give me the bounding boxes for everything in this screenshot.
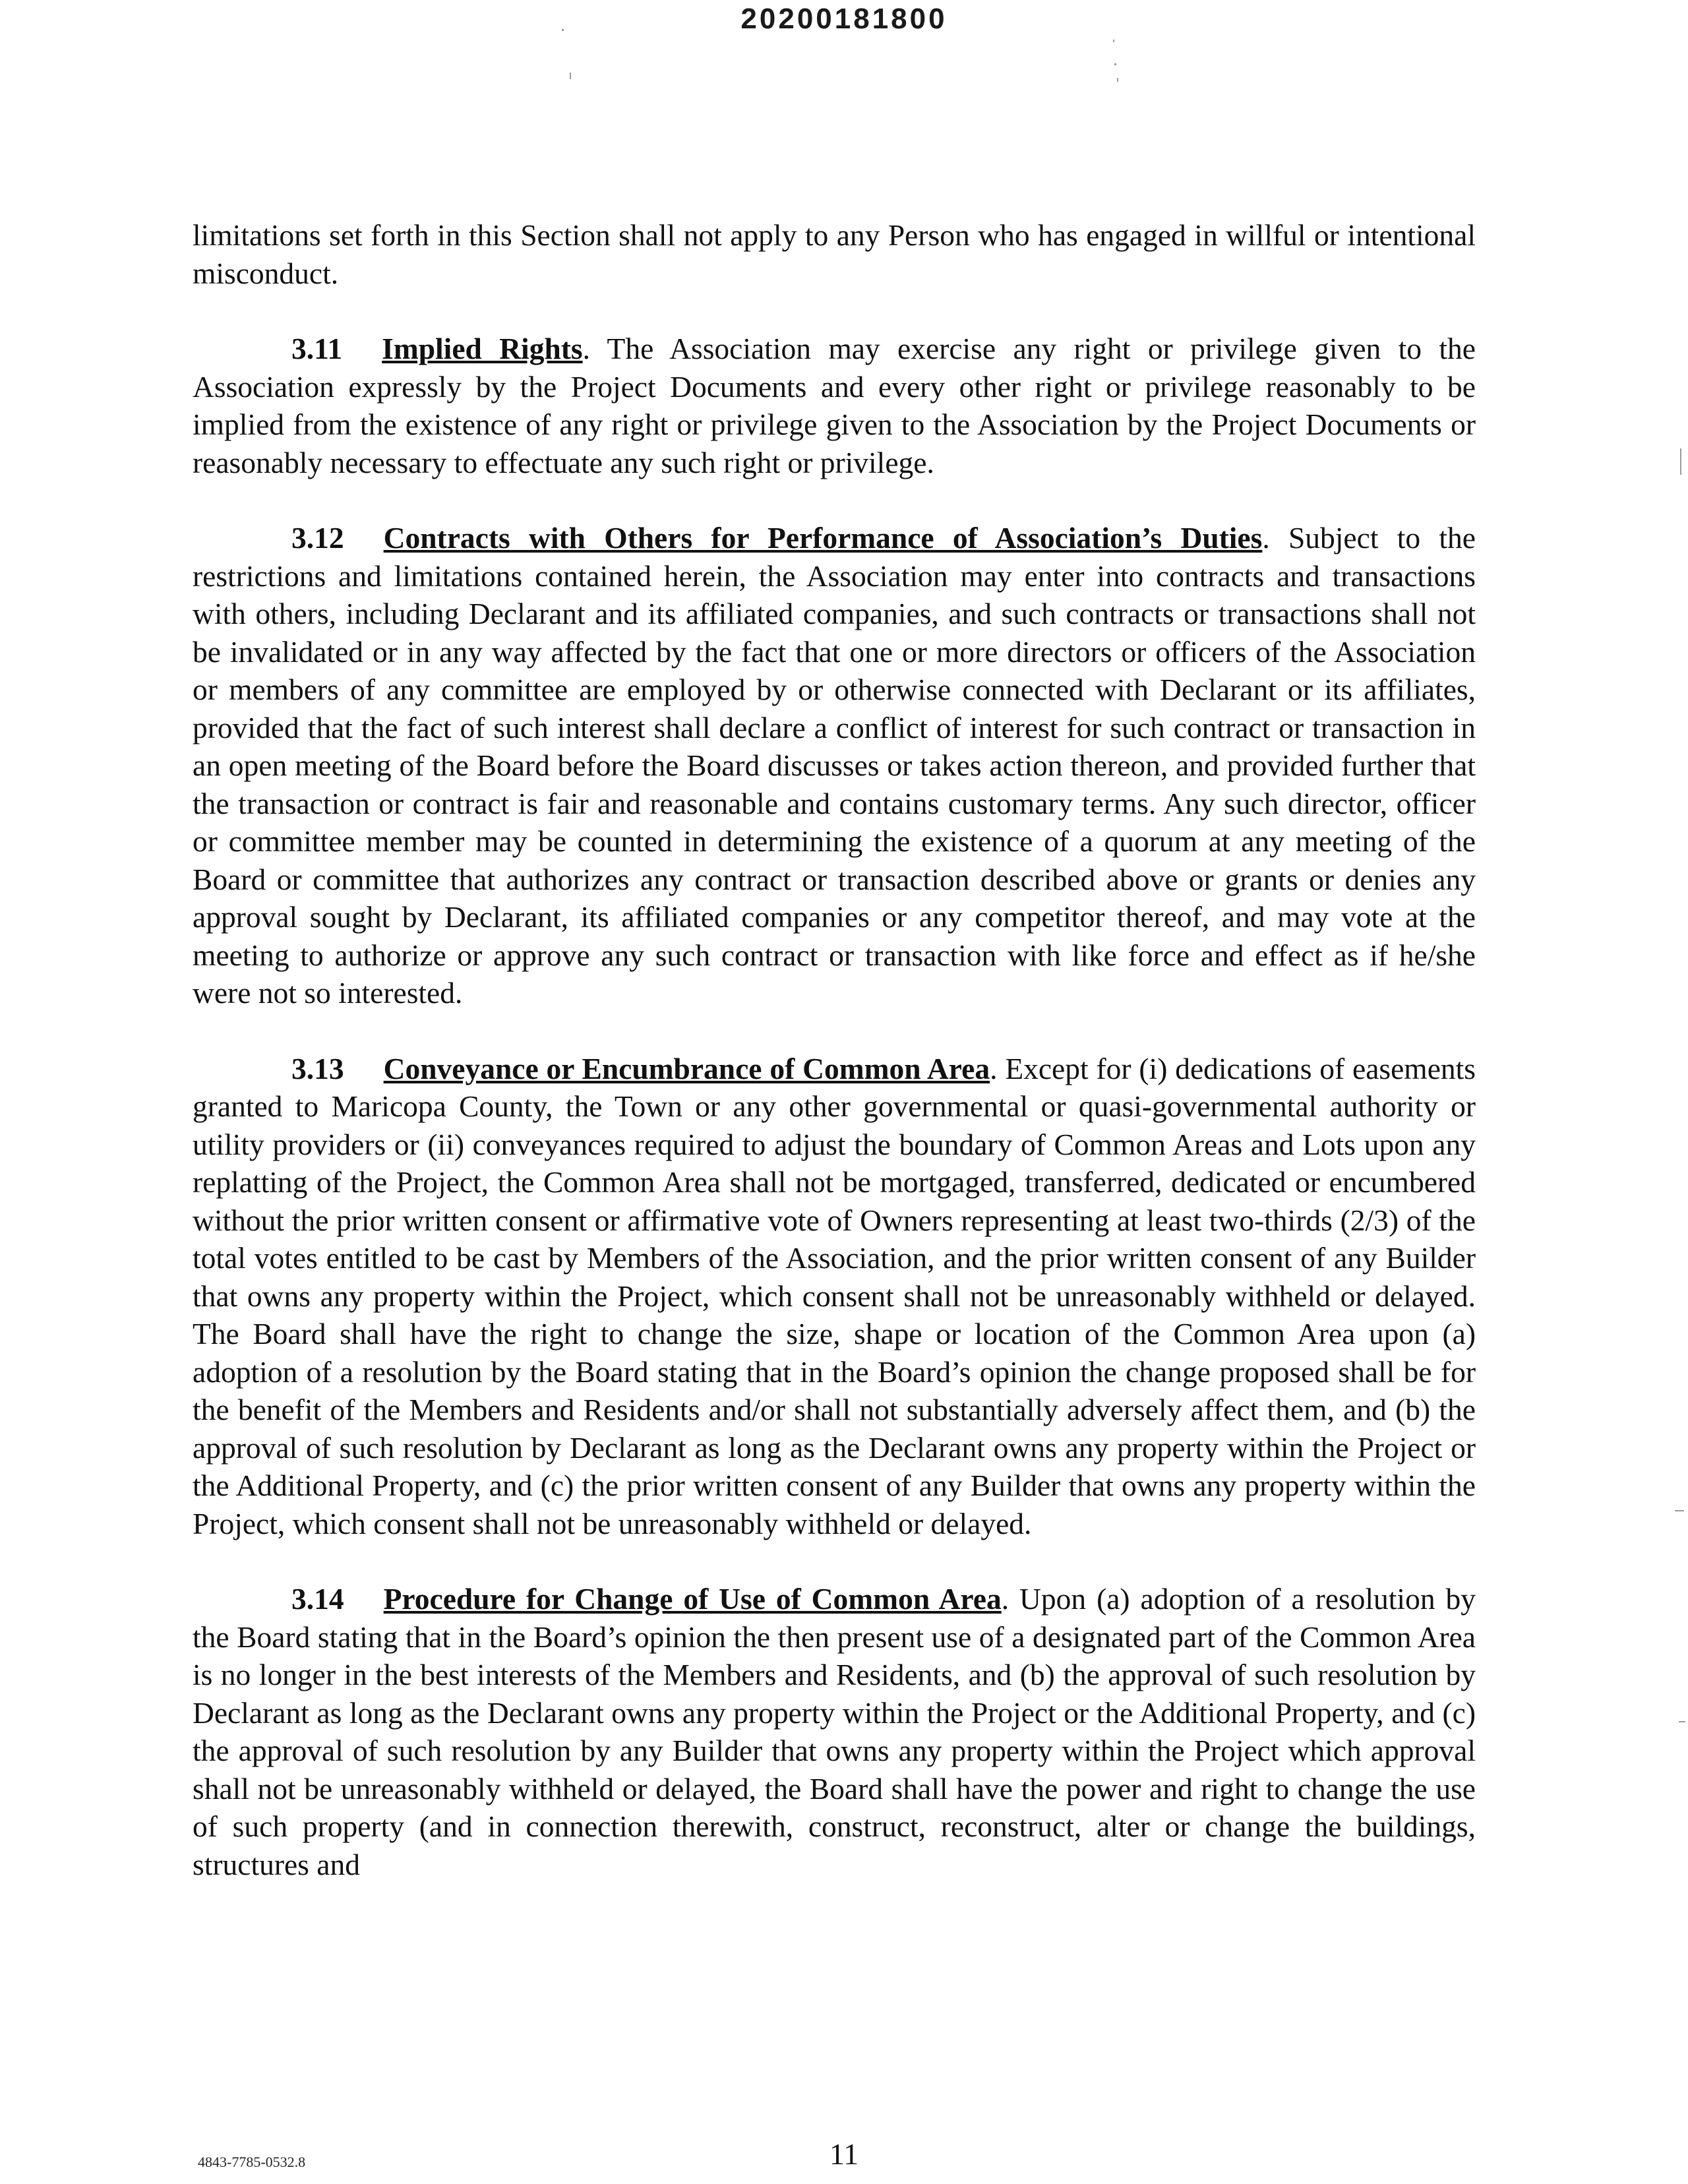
section-3-12 (193, 519, 1476, 1012)
scan-speck (1117, 78, 1118, 82)
scan-speck (1675, 1510, 1684, 1511)
scan-speck (570, 73, 571, 79)
section-number: 3.13 (291, 1051, 344, 1085)
section-3-11 (193, 330, 1476, 481)
section-text: . Subject to the restrictions and limitations contained herein, the Association may enter into contracts and transactions with others, including Declarant and its affiliated companies, and such contracts or transactions shall not be invalidated or in any way affected by the fact that one or more directors or officers of the Association or members of any committee are employed by or otherwise connected with Declarant or its affiliates, provided that the fact of such interest shall declare a conflict of interest for such contract or transaction in an open meeting of the Board before the Board discusses or takes action thereon, and provided further that the transaction or contract is fair and reasonable and contains customary terms. Any such director, officer or committee member may be counted in determining the existence of a quorum at any meeting of the Board or committee that authorizes any contract or transaction described above or grants or denies any approval sought by Declarant, its affiliated companies or any competitor thereof, and may vote at the meeting to authorize or approve any such contract or transaction with like force and effect as if he/she were not so interested. (193, 521, 1476, 1010)
scan-speck (1114, 63, 1116, 65)
section-number: 3.11 (291, 332, 343, 365)
document-body (193, 216, 1476, 1921)
section-number: 3.12 (291, 521, 344, 555)
scan-speck (562, 29, 564, 31)
section-text: . Upon (a) adoption of a resolution by the Board stating that in the Board’s opinion the then present use of a designated part of the Common Area is no longer in the best interests of the Members and Residents, and (b) the approval of such resolution by Declarant as long as the Declarant owns any property within the Project or the Additional Property, and (c) the approval of such resolution by any Builder that owns any property within the Project which approval shall not be unreasonably withheld or delayed, the Board shall have the power and right to change the use of such property (and in connection therewith, construct, reconstruct, alter or change the buildings, structures and (193, 1582, 1476, 1881)
section-number: 3.14 (291, 1582, 344, 1616)
section-3-13 (193, 1050, 1476, 1543)
scan-speck (1680, 448, 1681, 475)
section-title: Contracts with Others for Performance of Association’s Duties (383, 521, 1263, 555)
section-text: . The Association may exercise any right or privilege given to the Association expressly by the Project Documents and every other right or privilege reasonably to be implied from the existence of any right or privilege given to the Association by the Project Documents or reasonably necessary to effectuate any such right or privilege. (193, 332, 1476, 479)
document-id: 4843-7785-0532.8 (198, 2154, 306, 2170)
paragraph-continuation (193, 216, 1476, 292)
section-title: Conveyance or Encumbrance of Common Area (383, 1051, 990, 1085)
page-number: 11 (829, 2137, 859, 2171)
section-title: Procedure for Change of Use of Common Area (383, 1582, 1002, 1616)
section-3-14 (193, 1580, 1476, 1883)
section-text: . Except for (i) dedications of easements granted to Maricopa County, the Town or any other governmental or quasi-governmental authority or utility providers or (ii) conveyances required to adjust the boundary of Common Areas and Lots upon any replatting of the Project, the Common Area shall not be mortgaged, transferred, dedicated or encumbered without the prior written consent or affirmative vote of Owners representing at least two-thirds (2/3) of the total votes entitled to be cast by Members of the Association, and the prior written consent of any Builder that owns any property within the Project, which consent shall not be unreasonably withheld or delayed. The Board shall have the right to change the size, shape or location of the Common Area upon (a) adoption of a resolution by the Board stating that in the Board’s opinion the change proposed shall be for the benefit of the Members and Residents and/or shall not substantially adversely affect them, and (b) the approval of such resolution by Declarant as long as the Declarant owns any property within the Project or the Additional Property, and (c) the prior written consent of any Builder that owns any property within the Project, which consent shall not be unreasonably withheld or delayed. (193, 1051, 1476, 1540)
section-title: Implied Rights (382, 332, 583, 365)
paragraph-text: limitations set forth in this Section shall not apply to any Person who has engaged in willful or intentional misconduct. (193, 218, 1476, 290)
recording-number: 20200181800 (740, 3, 948, 35)
scan-speck (1679, 1721, 1685, 1722)
scan-speck (1113, 40, 1114, 42)
